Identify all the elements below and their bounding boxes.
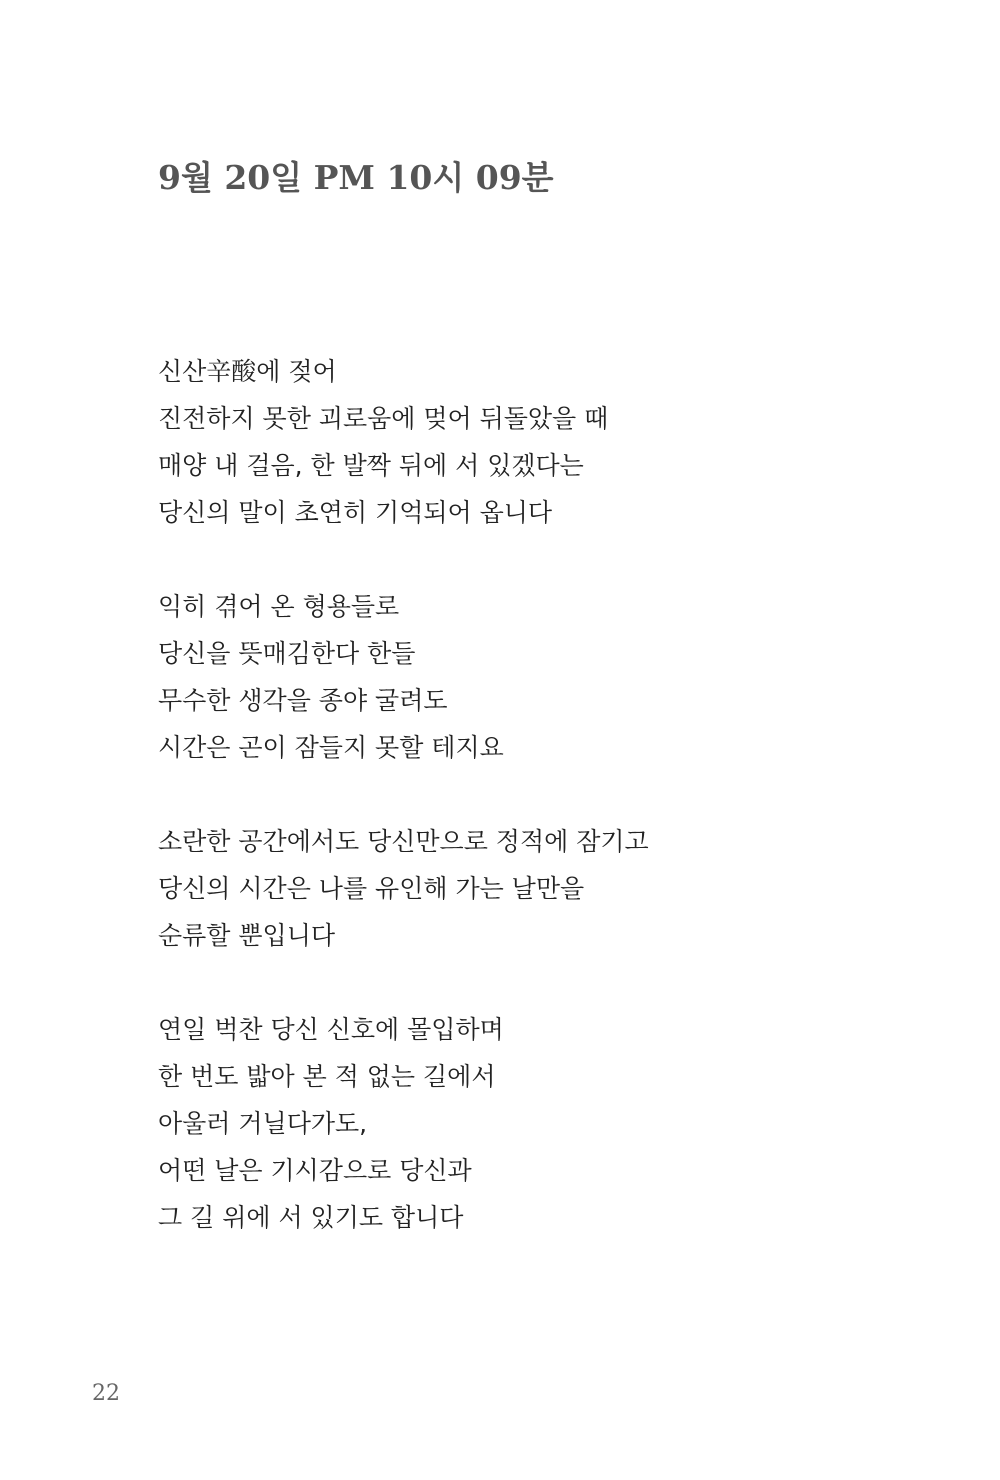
poem-line: 한 번도 밟아 본 적 없는 길에서	[158, 1062, 496, 1091]
poem-line: 연일 벅찬 당신 신호에 몰입하며	[158, 1015, 504, 1044]
poem-line: 신산辛酸에 젖어	[158, 357, 337, 386]
page-number: 22	[92, 1381, 120, 1406]
poem-line: 당신의 말이 초연히 기억되어 옵니다	[158, 498, 553, 527]
poem-line: 소란한 공간에서도 당신만으로 정적에 잠기고	[158, 827, 649, 856]
poem-line: 진전하지 못한 괴로움에 멎어 뒤돌았을 때	[158, 404, 609, 433]
stanza-1	[158, 348, 649, 536]
poem-line: 시간은 곤이 잠들지 못할 테지요	[158, 733, 504, 762]
page-title: 9월 20일 PM 10시 09분	[158, 158, 554, 197]
stanza-2	[158, 583, 649, 771]
stanza-4	[158, 1006, 649, 1241]
poem-line: 아울러 거닐다가도,	[158, 1109, 368, 1138]
poem-line: 그 길 위에 서 있기도 합니다	[158, 1203, 464, 1232]
poem-line: 매양 내 걸음, 한 발짝 뒤에 서 있겠다는	[158, 451, 584, 480]
poem-line: 익히 겪어 온 형용들로	[158, 592, 400, 621]
poem-line: 당신을 뜻매김한다 한들	[158, 639, 416, 668]
poem-line: 순류할 뿐입니다	[158, 921, 335, 950]
poem-line: 어떤 날은 기시감으로 당신과	[158, 1156, 472, 1185]
poem-line: 당신의 시간은 나를 유인해 가는 날만을	[158, 874, 585, 903]
stanza-3	[158, 818, 649, 959]
poem-line: 무수한 생각을 종야 굴려도	[158, 686, 448, 715]
poem-body	[158, 348, 649, 1241]
